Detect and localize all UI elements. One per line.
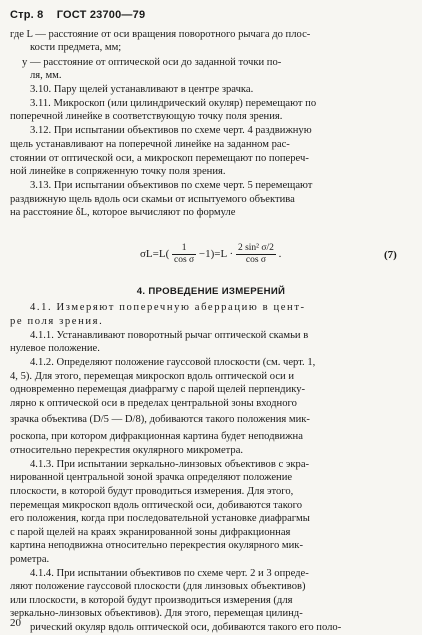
text-line: щель устанавливают на поперечной линейке на заданном рас- [10,139,290,150]
text-line: поперечной линейке в соответствующую точку поля зрения. [10,111,283,122]
text-line: картина неподвижна относительно перекрестия окулярного мик- [10,540,303,551]
formula-7 [0,237,422,275]
text-line: лярно к оптической оси в пределах центральной зоны входного [10,398,297,409]
text-line: на расстояние δL, которое вычисляют по формуле [10,207,236,218]
text-line: 4.1. Измеряют поперечную аберрацию в цент- [30,302,306,313]
text-line: с парой щелей на краях экранированной зоны дифракционная [10,527,291,538]
page-label: Стр. 8 [10,9,44,21]
text-line: рический окуляр вдоль оптической оси, добиваются такого его поло- [30,622,342,633]
fraction-one-over-cos: $\frac{1}{\text{cos σ}}$ [174,243,195,265]
section-title: 4. ПРОВЕДЕНИЕ ИЗМЕРЕНИЙ [136,286,286,297]
text-line: или плоскости, в которой будут производиться измерения (для [10,595,293,606]
text-line: одновременно перемещая диафрагму с парой щелей перпендику- [10,384,306,395]
text-line: 4.1.4. При испытании объективов по схеме черт. 2 и 3 опреде- [30,568,309,579]
text-line: раздвижную щель вдоль оси скамьи от испытуемого объектива [10,194,295,205]
text-line: рометра. [10,554,50,565]
text-line: где L — расстояние от оси вращения поворотного рычага до плос- [10,29,311,40]
text-line: ре поля зрения. [10,316,104,327]
formula-mid: −1)=L · [198,248,234,261]
formula-lhs: σL=L( [140,248,170,261]
text-line: ля, мм. [30,70,62,81]
standard-code: ГОСТ 23700—79 [56,9,146,21]
formula-number: (7) [384,249,397,261]
text-line: ной линейке в сопряженную точку поля зрения. [10,166,226,177]
text-line: 3.12. При испытании объективов по схеме черт. 4 раздвижную [30,125,312,136]
text-line: перемещая микроскоп вдоль оптической оси, добиваются такого [10,500,303,511]
text-line: плоскости, в которой будут проводиться измерения. Для этого, [10,486,294,497]
text-line: 3.13. При испытании объективов по схеме черт. 5 перемещают [30,180,313,191]
text-line: его положения, когда при последовательной установке диафрагмы [10,513,310,524]
text-line: 3.11. Микроскоп (или цилиндрический окуляр) перемещают по [30,98,317,109]
page-header [10,9,155,21]
text-line: 4, 5). Для этого, перемещая микроскоп вдоль оптической оси и [10,371,295,382]
page-number: 20 [10,617,21,629]
fraction-sin-over-cos: $\frac{\text{2 sin² σ/2}}{\text{cos σ}}$ [237,243,274,265]
text-line: кости предмета, мм; [30,42,122,53]
text-line: 4.1.2. Определяют положение гауссовой плоскости (см. черт. 1, [30,357,316,368]
text-line: 4.1.3. При испытании зеркально-линзовых объективов с экра- [30,459,310,470]
text-line: ляют положение гауссовой плоскости (для линзовых объективов) [10,581,306,592]
text-line: 3.10. Пару щелей устанавливают в центре зрачка. [30,84,254,95]
text-line: зрачка объектива (D/5 — D/8), добиваются такого положения мик- [10,414,310,425]
formula-end: . [278,248,282,261]
text-line: роскопа, при котором дифракционная картина будет неподвижна [10,431,303,442]
text-line: нулевое положение. [10,343,100,354]
text-line: относительно перекрестия окулярного микрометра. [10,445,244,456]
text-line: y — расстояние от оптической оси до заданной точки по- [22,57,282,68]
text-line: стоянии от оптической оси, а микроскоп перемещают по попереч- [10,153,309,164]
text-line: зеркально-линзовых объективов). Для этого, перемещая цилинд- [10,608,303,619]
text-line: 4.1.1. Устанавливают поворотный рычаг оптической скамьи в [30,330,309,341]
text-line: нированной центральной зоной зрачка определяют положение [10,472,293,483]
